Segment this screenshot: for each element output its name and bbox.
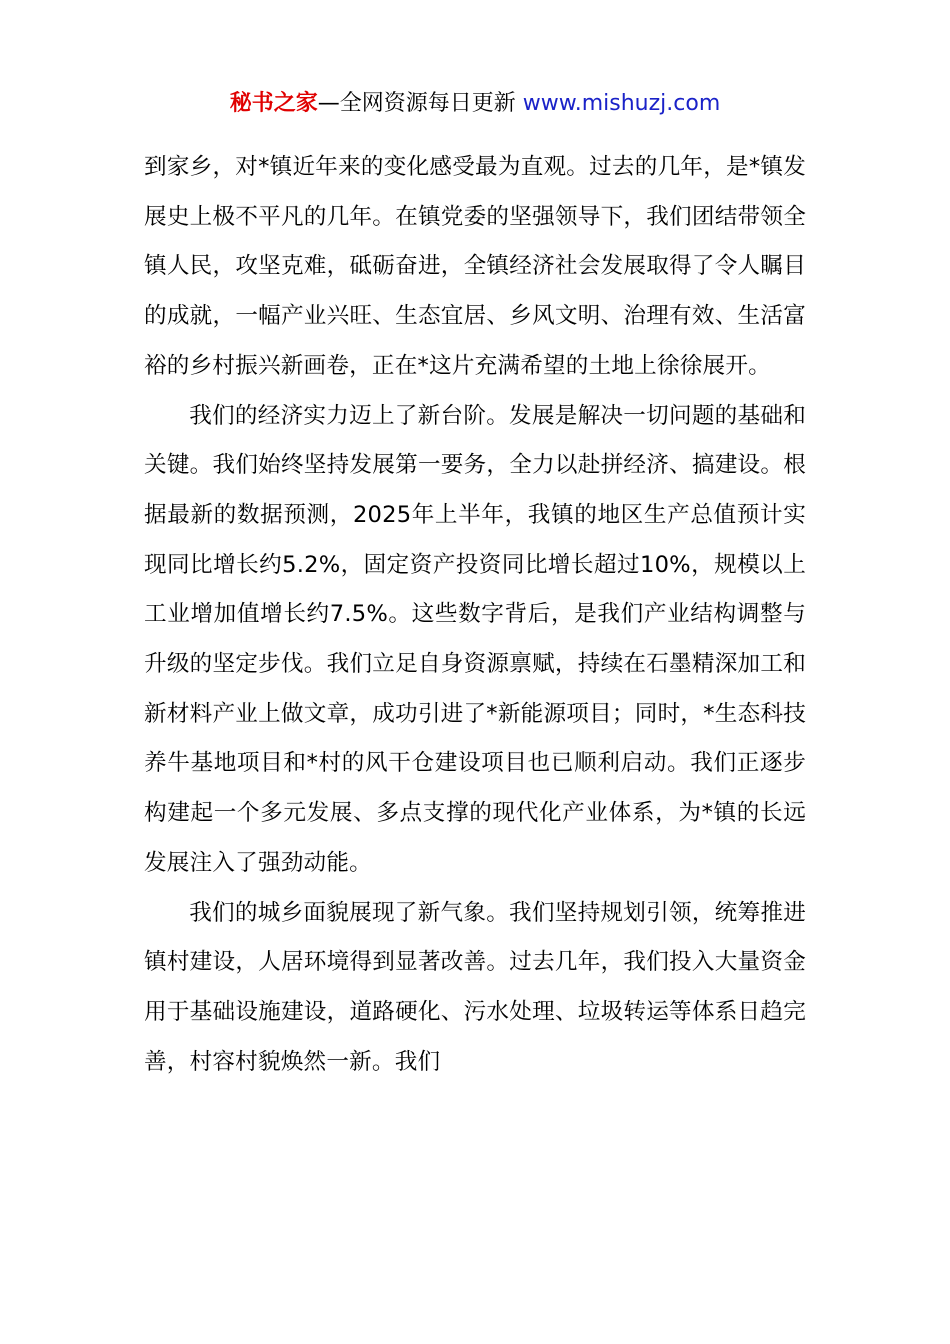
document-body	[144, 143, 806, 1087]
paragraph-3: 我们的城乡面貌展现了新气象。我们坚持规划引领，统筹推进镇村建设，人居环境得到显著改善。过去几年，我们投入大量资金用于基础设施建设，道路硬化、污水处理、垃圾转运等体系日趋完善，村容村貌焕然一新。我们	[144, 899, 806, 1075]
site-url-link[interactable]: www.mishuzj.com	[522, 91, 721, 116]
document-header	[0, 86, 950, 122]
paragraph-1: 到家乡，对*镇近年来的变化感受最为直观。过去的几年，是*镇发展史上极不平凡的几年。在镇党委的坚强领导下，我们团结带领全镇人民，攻坚克难，砥砺奋进，全镇经济社会发展取得了令人瞩目的成就，一幅产业兴旺、生态宜居、乡风文明、治理有效、生活富裕的乡村振兴新画卷，正在*这片充满希望的土地上徐徐展开。	[144, 154, 806, 379]
brand-name: 秘书之家	[229, 91, 318, 116]
header-tagline: —全网资源每日更新	[317, 91, 523, 116]
paragraph-2: 我们的经济实力迈上了新台阶。发展是解决一切问题的基础和关键。我们始终坚持发展第一要务，全力以赴拼经济、搞建设。根据最新的数据预测，2025年上半年，我镇的地区生产总值预计实现同比增长约5.2%，固定资产投资同比增长超过10%，规模以上工业增加值增长约7.5%。这些数字背后，是我们产业结构调整与升级的坚定步伐。我们立足自身资源禀赋，持续在石墨精深加工和新材料产业上做文章，成功引进了*新能源项目；同时，*生态科技养牛基地项目和*村的风干仓建设项目也已顺利启动。我们正逐步构建起一个多元发展、多点支撑的现代化产业体系，为*镇的长远发展注入了强劲动能。	[144, 402, 806, 876]
